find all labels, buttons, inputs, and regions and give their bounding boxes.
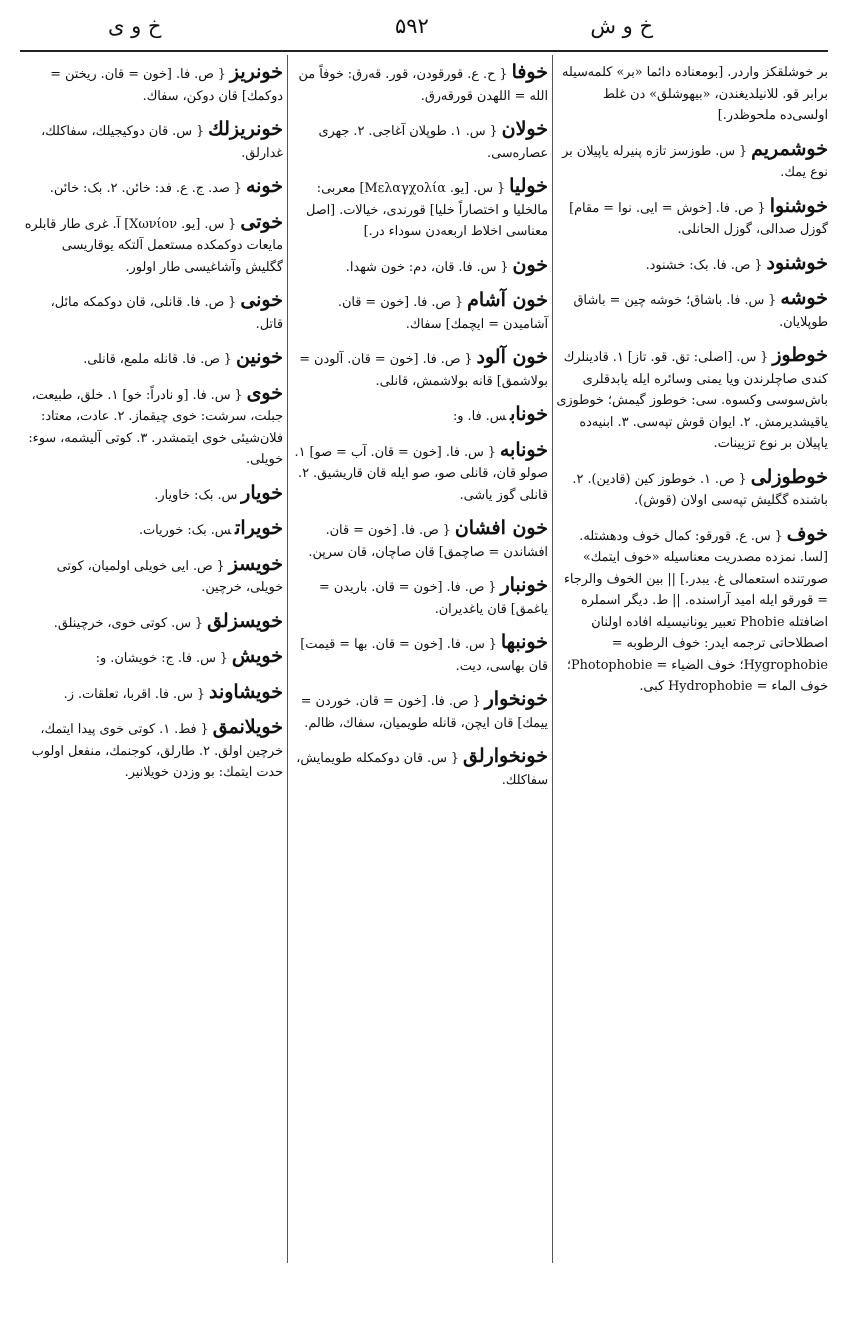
entry-definition: { س. قان دوکمکله طویمایش، سفاکلك. [296,751,548,788]
dictionary-entry [21,682,283,706]
entry-headword: خونخوار [484,688,548,710]
dictionary-entry [556,196,828,241]
entry-definition: { ص. فا. [خون = قان. باریدن = یاغمق] قان یاغدیران. [319,580,548,617]
entry-headword: خوشه [780,287,828,309]
dictionary-entry [291,632,548,677]
entry-definition: { س. فا. [خون = قان. آب = صو] ۱. صولو قان، قانلی صو، صو ایله قان قاریشیق. ۲. قانلی گوز یاشی. [294,444,548,503]
entry-headword: خویسزلق [207,609,283,632]
dictionary-entry [556,345,828,455]
column-left [21,62,283,796]
dictionary-entry [291,290,548,335]
dictionary-entry [556,288,828,333]
dictionary-entry [21,611,283,635]
entry-headword: خونریز [229,61,283,83]
page-number: ۵۹۲ [395,14,429,38]
entry-headword: خویشاوند [208,680,283,703]
entry-definition: { فط. ۱. کوتی خوی پیدا ایتمك، خرچین اولق. ۲. طارلق، کوجنمك، منفعل اولوب حدت ایتمك: بو وزدن خویلانیر. [31,722,283,780]
entry-definition: { ص. فا. [خون = قان. آلودن = بولاشمق] قانه بولاشمش، قانلی. [299,352,548,389]
entry-definition: { س. طوزسز تازه پنیرله یاپیلان بر نوع یمك. [562,143,828,180]
entry-headword: خوشمریم [751,137,828,160]
dictionary-entry [21,176,283,200]
dictionary-entry [21,290,283,335]
header-rule [20,50,828,52]
entry-headword: خون افشان [454,517,548,539]
dictionary-entry [291,518,548,563]
header-left-letters: خ و ی [108,14,162,38]
entry-definition: { س. ع. قورقو: کمال خوف ودهشتله. [لسا. نمزده مصدریت معناسیله «خوف ایتمك» صورتنده استعمالی غ. یبدر.] || بین الخوف والرجاء = قورقو ایله امید آراسنده. || ط. دیگر اسملره اضافتله Phobie تعبیر یونانیسیله افاده اولنان اصطلاحاتی ترجمه ایدر: خوف الرطوبه = Hygrophobie؛ خوف الضیاء = Photophobie؛ خوف الماء = Hydrophobie کبی. [563,528,828,694]
entry-headword: خویرات [235,517,283,539]
dictionary-entry [556,139,828,184]
entry-headword: خولیا [509,175,548,197]
entry-headword: خونخوارلق [462,745,548,767]
entry-headword: خونابه [499,438,548,461]
entry-definition: { س. [یو. Χωνίον] آ. غری طار قابلره مایعات دوکمکده مستعمل آلتکه یوقاریسی گگلیش وآشاغیسی طار اولور. [24,216,283,275]
dictionary-entry [21,383,283,471]
entry-definition: { س. فا. [خون = قان. بها = قیمت] قان بهاسی، دیت. [300,637,548,674]
dictionary-entry [21,554,283,599]
entry-definition: { ص. ۱. خوطوز کین (قادین). ۲. باشنده گگلیش تپه‌سی اولان (قوش). [572,471,828,508]
entry-definition: { س. [یو. Μελαγχολία] معربی: مالخلیا و اختصاراً خلیا] قورندی، خیالات. [اصل معناسی اخلاط اربعه‌دن سوداء در.] [306,181,548,239]
entry-headword: خویش [231,645,283,667]
dictionary-entry [556,467,828,512]
entry-definition: بر خوشلقکز واردر. [بومعناده دائما «بر» کلمه‌سیله برابر قو. للانیلدیغندن، «بیهوشلق» دن غلط اولسی‌ده ملحوظدر.] [562,65,828,123]
entry-headword: خولان [501,118,548,140]
column-divider-right [552,55,553,1263]
entry-headword: خوشنود [766,251,828,274]
entry-definition: { ص. فا. قانلی، قان دوکمکه مائل، قاتل. [50,295,283,332]
entry-headword: خوطوز [772,344,828,366]
dictionary-entry [291,746,548,791]
entry-definition: { ص. فا. [خون = قان. ریختن = دوکمك] قان دوکن، سفاك. [50,67,283,104]
dictionary-entry [21,717,283,784]
entry-headword: خوشنوا [769,194,828,217]
header-right-letters: خ و ش [590,14,653,38]
entry-definition: { ص. فا. بک: خشنود. [645,257,763,273]
entry-headword: خونبها [500,631,548,653]
entry-definition: س. فا. و: [452,409,507,424]
entry-headword: خوفا [511,61,548,83]
entry-headword: خون [512,253,548,276]
entry-headword: خوناب [510,403,548,425]
entry-headword: خونه [245,175,283,197]
dictionary-entry [21,119,283,164]
dictionary-entry [21,646,283,670]
entry-definition: { ص. فا. [خوش = ایی. نوا = مقام] گوزل صدالی، گوزل الحانلی. [569,200,828,237]
dictionary-entry [291,440,548,507]
entry-definition: { س. فا. باشاق؛ خوشه چین = باشاق طوپلایان. [573,293,828,330]
entry-headword: خونین [235,346,283,368]
entry-headword: خون آشام [467,289,548,311]
entry-definition: { ص. فا. قانله ملمع، قانلی. [83,352,232,367]
dictionary-entry [291,689,548,734]
entry-definition: { س. ۱. طوپلان آغاجی. ۲. جهری عصاره‌سی. [318,124,548,161]
dictionary-entry [291,347,548,392]
dictionary-entry [21,212,283,279]
entry-headword: خونریزلك [208,118,283,140]
entry-definition: { س. فا. [و نادراً: خو] ۱. خلق، طبیعت، جبلت، سرشت: خوی چیقماز. ۲. عادت، معتاد: فلان‌شیئی خوی ایتمشدر. ۳. کوتی آلیشمه، سوء: خویلی. [28,387,283,467]
entry-definition: { س. فا. قان، دم: خون شهدا. [345,259,509,275]
entry-headword: خون آلود [476,346,548,368]
dictionary-entry [556,253,828,277]
entry-definition: { ص. فا. [خون = قان. آشامیدن = ایچمك] سفاك. [337,295,548,332]
dictionary-entry [291,255,548,279]
dictionary-entry [21,518,283,542]
dictionary-entry [21,347,283,371]
entry-headword: خوف [786,522,828,545]
entry-definition: س. بک: خوریات. [138,523,232,538]
entry-headword: خوتی [240,210,283,233]
dictionary-entry [291,176,548,243]
column-right [556,62,828,710]
entry-headword: خوطوزلی [750,465,828,488]
entry-definition: { صد. ج. ع. فد: خائن. ۲. بک: خائن. [49,181,242,196]
column-divider-left [287,55,288,1263]
entry-headword: خونی [240,289,283,311]
dictionary-entry [291,404,548,428]
entry-headword: خویسز [228,552,283,575]
entry-definition: { س. قان دوکیجیلك، سفاکلك، غدارلق. [41,124,283,161]
dictionary-entry [291,62,548,107]
dictionary-entry [291,119,548,164]
dictionary-entry [291,575,548,620]
entry-headword: خویلانمق [212,716,283,738]
entry-definition: { ص. فا. [خون = قان. خوردن = ییمك] قان ایچن، قانله طویمیان، سفاك، ظالم. [300,694,548,731]
entry-definition: س. بک: خاویار. [154,487,238,503]
entry-definition: { س. کوتی خوی، خرچینلق. [53,615,204,631]
entry-definition: { س. [اصلی: تق. قو. تاز] ۱. قادینلرك کندی صاچلرندن ویا یمنی وسائره ایله یابدقلری باش‌سوسی وکسوه. سی: خوطوز گیمش؛ خوطوزی یاقیشدیرمش. ۲. ایوان قوش تپه‌سی. ۳. ابنیه‌ده یاپیلان بر نوع تزیینات. [556,350,828,451]
entry-headword: خویار [241,481,283,504]
entry-definition: { ح. ع. قورقودن، قور. قەرق: خوفاً من الله = اللهدن قورقەرق. [298,67,548,104]
entry-headword: خوی [246,381,283,404]
dictionary-entry [21,62,283,107]
entry-headword: خونبار [500,574,548,596]
entry-definition: { ص. فا. [خون = قان. افشاندن = صاچمق] قان صاچان، قان سرپن. [308,523,548,560]
dictionary-entry [556,524,828,698]
entry-definition: { س. فا. ج: خویشان. و: [95,651,228,666]
column-center [291,62,548,803]
dictionary-entry [556,62,828,127]
entry-definition: { ص. ایی خویلی اولمیان، کوتی خویلی، خرچین. [56,558,283,595]
entry-definition: { س. فا. اقربا، تعلقات. ز. [63,686,205,702]
dictionary-entry [21,483,283,507]
